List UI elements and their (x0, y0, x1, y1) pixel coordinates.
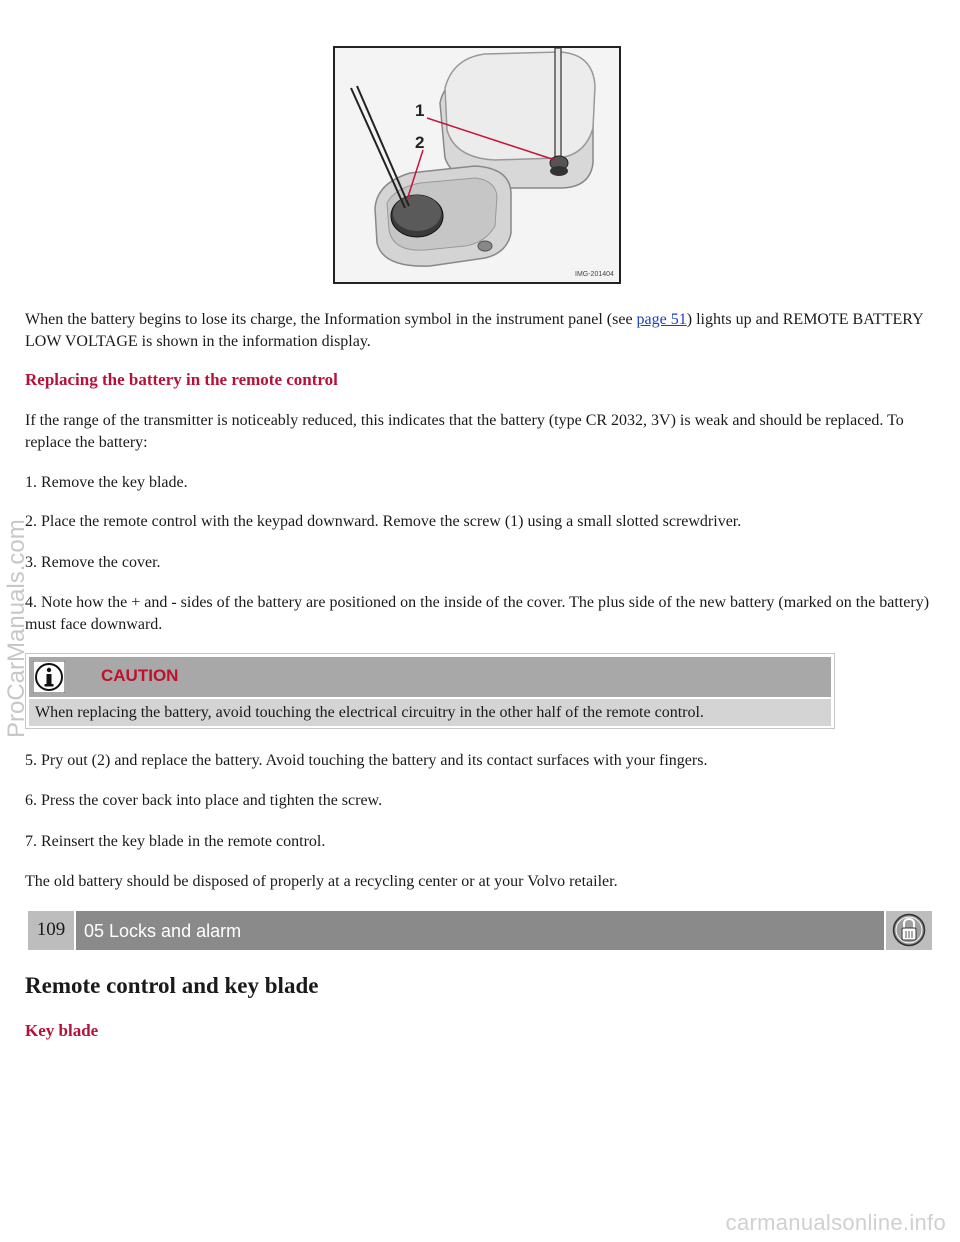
side-watermark-text: ProCarManuals.com (3, 519, 30, 738)
replacing-battery-heading: Replacing the battery in the remote control (25, 370, 338, 389)
step-3: 3. Remove the cover. (25, 554, 161, 571)
remote-battery-illustration (333, 46, 621, 284)
image-code: IMG-201404 (575, 271, 614, 278)
step-1: 1. Remove the key blade. (25, 474, 188, 491)
step-4: 4. Note how the + and - sides of the battery are positioned on the inside of the cover. The plus side of the new battery (marked on the battery) must face downward. (25, 594, 930, 633)
info-icon (33, 661, 65, 693)
caution-header (29, 657, 831, 697)
section-title: Remote control and key blade (25, 973, 319, 998)
page-51-link[interactable]: page 51 (636, 311, 687, 328)
step-5: 5. Pry out (2) and replace the battery. Avoid touching the battery and its contact surfaces with your fingers. (25, 752, 708, 769)
intro-paragraph: When the battery begins to lose its charge, the Information symbol in the instrument panel (see page 51) lights up and REMOTE BATTERY LOW VOLTAGE is shown in the information display. (25, 311, 924, 350)
lock-icon (892, 913, 926, 947)
chapter-icon-box (886, 911, 932, 950)
step-6: 6. Press the cover back into place and tighten the screw. (25, 792, 383, 809)
callout-2-label: 2 (415, 133, 425, 152)
caution-box (25, 653, 835, 729)
caution-body: When replacing the battery, avoid touching the electrical circuitry in the other half of the remote control. (29, 699, 831, 726)
footer-watermark: carmanualsonline.info (725, 1210, 946, 1235)
step-2: 2. Place the remote control with the keypad downward. Remove the screw (1) using a small slotted screwdriver. (25, 513, 742, 530)
chapter-bar (28, 911, 932, 950)
disposal-paragraph: The old battery should be disposed of properly at a recycling center or at your Volvo retailer. (25, 873, 618, 890)
chapter-title: 05 Locks and alarm (76, 911, 884, 950)
page-number: 109 (28, 911, 74, 950)
side-watermark (0, 470, 34, 740)
caution-title: CAUTION (101, 666, 179, 685)
step-7: 7. Reinsert the key blade in the remote control. (25, 833, 326, 850)
key-blade-heading: Key blade (25, 1021, 99, 1040)
callout-1-label: 1 (415, 101, 425, 120)
replacing-intro-paragraph: If the range of the transmitter is noticeably reduced, this indicates that the battery (type CR 2032, 3V) is weak and should be replaced. To replace the battery: (25, 412, 904, 451)
